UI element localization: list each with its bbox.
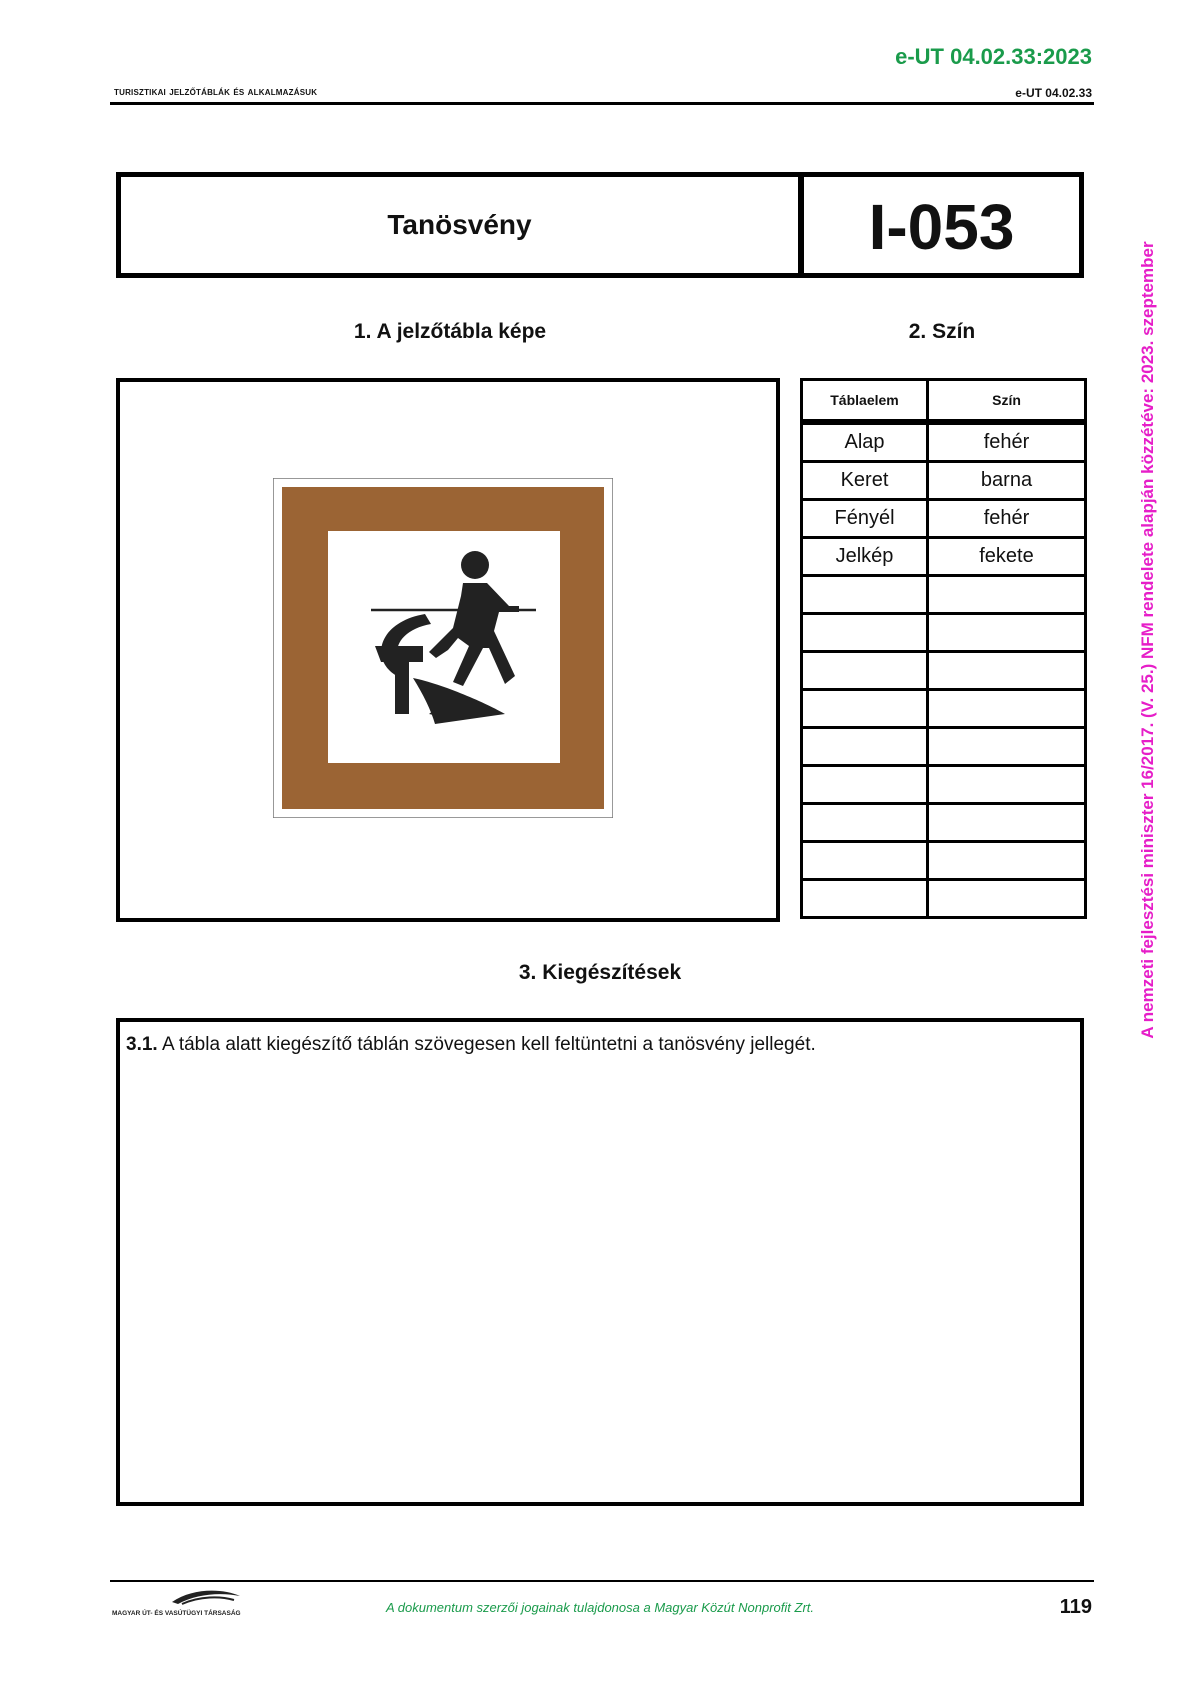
sign-image-box bbox=[116, 378, 780, 922]
element-cell: Fényél bbox=[802, 500, 928, 538]
header-element: Táblaelem bbox=[802, 380, 928, 423]
table-row bbox=[802, 500, 1086, 538]
sign-title-box bbox=[116, 172, 1084, 278]
color-table-header bbox=[802, 380, 1086, 423]
color-cell: barna bbox=[928, 462, 1086, 500]
empty-row bbox=[802, 842, 1086, 880]
copyright-notice: A dokumentum szerzői jogainak tulajdonosa a Magyar Közút Nonprofit Zrt. bbox=[385, 1600, 814, 1615]
page-number: 119 bbox=[1059, 1596, 1092, 1618]
side-note-text: A nemzeti fejlesztési miniszter 16/2017. (V. 25.) NFM rendelete alapján közzétéve: 2023. szeptember bbox=[1138, 241, 1157, 1039]
side-publication-note bbox=[1128, 160, 1168, 1120]
society-logo bbox=[112, 1586, 262, 1620]
element-cell: Jelkép bbox=[802, 538, 928, 576]
logo-icon bbox=[112, 1586, 262, 1620]
header-rule bbox=[110, 102, 1094, 105]
sign-code: I-053 bbox=[868, 191, 1015, 263]
header-color: Szín bbox=[928, 380, 1086, 423]
color-cell: fekete bbox=[928, 538, 1086, 576]
empty-row bbox=[802, 690, 1086, 728]
document-title: turisztikai jelzőtáblák és alkalmazásuk bbox=[114, 86, 318, 98]
supplement-number: 3.1. bbox=[126, 1034, 158, 1055]
empty-row bbox=[802, 728, 1086, 766]
standard-code: e-UT 04.02.33:2023 bbox=[895, 44, 1092, 69]
element-cell: Keret bbox=[802, 462, 928, 500]
table-row bbox=[802, 538, 1086, 576]
empty-row bbox=[802, 614, 1086, 652]
section-supplement-title: 3. Kiegészítések bbox=[518, 961, 682, 984]
footer-rule bbox=[110, 1580, 1094, 1582]
empty-row bbox=[802, 880, 1086, 918]
supplement-text: A tábla alatt kiegészítő táblán szövegesen kell feltüntetni a tanösvény jellegét. bbox=[161, 1034, 816, 1055]
element-cell: Alap bbox=[802, 422, 928, 462]
empty-row bbox=[802, 804, 1086, 842]
sign-image bbox=[273, 478, 613, 818]
empty-row bbox=[802, 652, 1086, 690]
table-row bbox=[802, 422, 1086, 462]
section-color-title: 2. Szín bbox=[908, 320, 976, 343]
supplement-item bbox=[126, 1034, 816, 1056]
empty-row bbox=[802, 576, 1086, 614]
section-image-title: 1. A jelzőtábla képe bbox=[353, 320, 547, 343]
sign-name: Tanösvény bbox=[387, 209, 532, 240]
table-row bbox=[802, 462, 1086, 500]
color-table bbox=[800, 378, 1087, 919]
document-code: e-UT 04.02.33 bbox=[1015, 86, 1092, 100]
empty-row bbox=[802, 766, 1086, 804]
color-cell: fehér bbox=[928, 422, 1086, 462]
logo-text: MAGYAR ÚT- ÉS VASÚTÜGYI TÁRSASÁG bbox=[112, 1610, 241, 1617]
color-cell: fehér bbox=[928, 500, 1086, 538]
supplement-box bbox=[116, 1018, 1084, 1506]
